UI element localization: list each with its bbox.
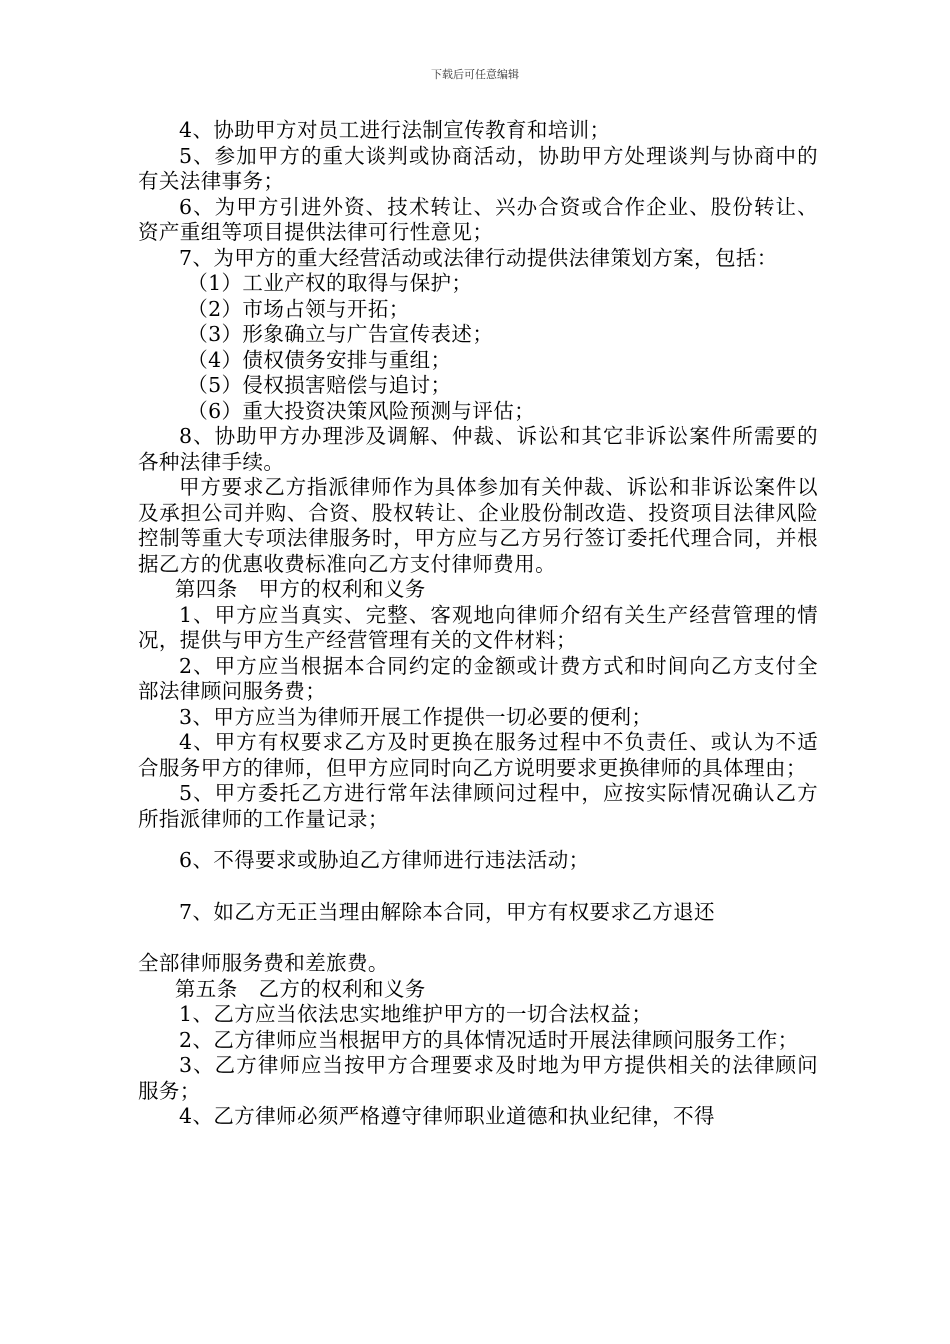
clause-paragraph: 6、为甲方引进外资、技术转让、兴办合资或合作企业、股份转让、资产重组等项目提供法律可行性意见；: [138, 194, 818, 244]
article-heading-4: 第四条 甲方的权利和义务: [174, 577, 426, 601]
clause-paragraph: 甲方要求乙方指派律师作为具体参加有关仲裁、诉讼和非诉讼案件以及承担公司并购、合资、股权转让、企业股份制改造、投资项目法律风险控制等重大专项法律服务时，甲方应与乙方另行签订委托代理合同，并根据乙方的优惠收费标准向乙方支付律师费用。: [138, 475, 818, 576]
clause-paragraph: 4、乙方律师必须严格遵守律师职业道德和执业纪律，不得: [179, 1104, 715, 1128]
clause-paragraph: 3、乙方律师应当按甲方合理要求及时地为甲方提供相关的法律顾问服务；: [138, 1053, 818, 1103]
clause-paragraph: 2、乙方律师应当根据甲方的具体情况适时开展法律顾问服务工作；: [179, 1027, 799, 1052]
sub-item: （6）重大投资决策风险预测与评估；: [187, 398, 536, 423]
clause-paragraph: 7、如乙方无正当理由解除本合同，甲方有权要求乙方退还: [179, 899, 715, 924]
clause-paragraph: 2、甲方应当根据本合同约定的金额或计费方式和时间向乙方支付全部法律顾问服务费；: [138, 653, 818, 703]
page-header-note: 下载后可任意编辑: [431, 68, 519, 81]
sub-item: （3）形象确立与广告宣传表述；: [187, 322, 494, 346]
clause-paragraph-continuation: 全部律师服务费和差旅费。: [138, 951, 389, 975]
sub-item: （1）工业产权的取得与保护；: [187, 271, 473, 295]
sub-item: （4）债权债务安排与重组；: [187, 347, 452, 372]
clause-paragraph: 5、参加甲方的重大谈判或协商活动，协助甲方处理谈判与协商中的有关法律事务；: [138, 143, 818, 193]
clause-paragraph: 8、协助甲方办理涉及调解、仲裁、诉讼和其它非诉讼案件所需要的各种法律手续。: [138, 424, 818, 474]
clause-paragraph: 1、乙方应当依法忠实地维护甲方的一切合法权益；: [179, 1002, 653, 1026]
article-heading-5: 第五条 乙方的权利和义务: [174, 976, 426, 1001]
sub-item: （2）市场占领与开拓；: [187, 296, 410, 321]
clause-paragraph: 6、不得要求或胁迫乙方律师进行违法活动；: [179, 848, 590, 872]
document-body: [138, 118, 818, 1130]
sub-item: （5）侵权损害赔偿与追讨；: [187, 373, 452, 397]
clause-paragraph: 5、甲方委托乙方进行常年法律顾问过程中，应按实际情况确认乙方所指派律师的工作量记录；: [138, 781, 818, 831]
clause-paragraph: 4、甲方有权要求乙方及时更换在服务过程中不负责任、或认为不适合服务甲方的律师，但甲方应同时向乙方说明要求更换律师的具体理由；: [138, 730, 818, 780]
clause-paragraph: 1、甲方应当真实、完整、客观地向律师介绍有关生产经营管理的情况，提供与甲方生产经营管理有关的文件材料；: [138, 602, 818, 652]
clause-paragraph: 4、协助甲方对员工进行法制宣传教育和培训；: [179, 118, 611, 142]
clause-paragraph: 7、为甲方的重大经营活动或法律行动提供法律策划方案，包括：: [179, 245, 778, 270]
clause-paragraph: 3、甲方应当为律师开展工作提供一切必要的便利；: [179, 704, 653, 729]
